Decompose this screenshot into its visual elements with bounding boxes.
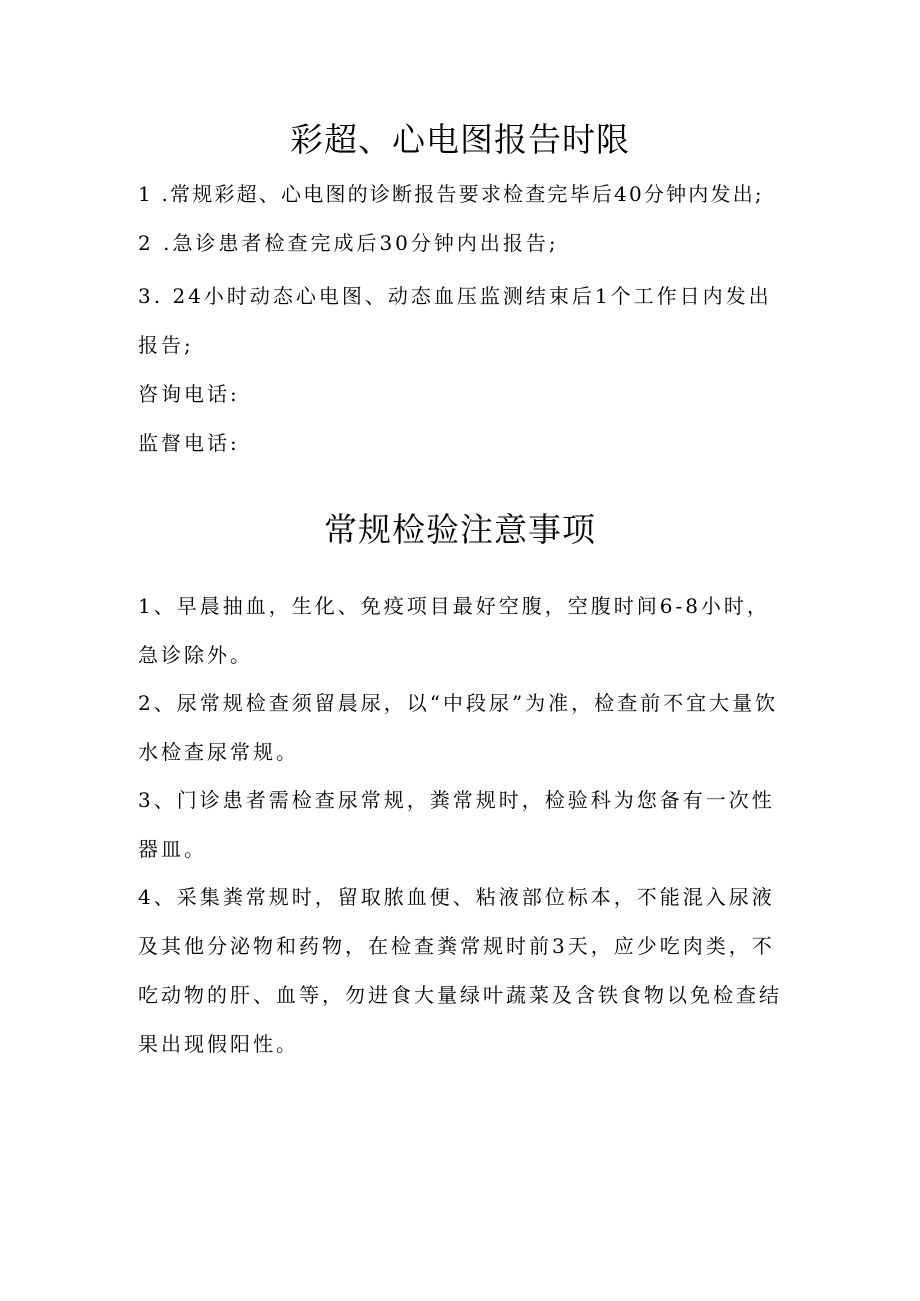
consult-phone-label: 咨询电话:	[138, 382, 240, 406]
supervise-phone-label: 监督电话:	[138, 431, 240, 455]
section2-item-4: 4、采集粪常规时，留取脓血便、粘液部位标本，不能混入尿液及其他分泌物和药物，在检查粪常规时前3天，应少吃肉类，不吃动物的肝、血等，勿进食大量绿叶蔬菜及含铁食物以免检查结果出现假阳性。	[138, 885, 782, 1056]
section1-item-3: 3. 24小时动态心电图、动态血压监测结束后1个工作日内发出报告;	[138, 284, 772, 357]
section2-item-1: 1、早晨抽血，生化、免疫项目最好空腹，空腹时间6-8小时，急诊除外。	[138, 594, 770, 667]
section2-item-3: 3、门诊患者需检查尿常规，粪常规时，检验科为您备有一次性器皿。	[138, 788, 775, 861]
section1-item-2: 2 .急诊患者检查完成后30分钟内出报告;	[138, 231, 559, 255]
section1-item-1: 1 .常规彩超、心电图的诊断报告要求检查完毕后40分钟内发出;	[138, 182, 764, 206]
section2-item-2: 2、尿常规检查须留晨尿，以“中段尿”为准，检查前不宜大量饮水检查尿常规。	[138, 691, 779, 764]
section1-title: 彩超、心电图报告时限	[290, 120, 630, 159]
section2-title: 常规检验注意事项	[324, 510, 596, 549]
